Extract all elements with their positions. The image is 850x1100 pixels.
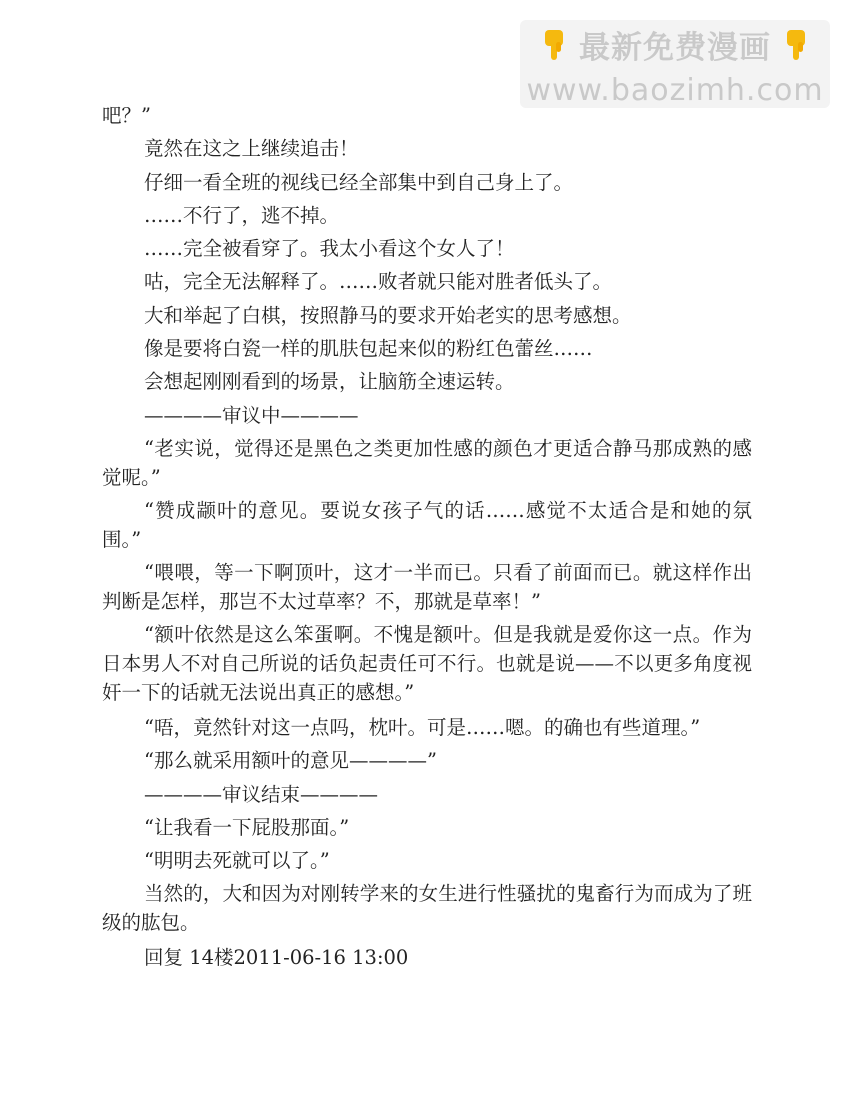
dialogue-paragraph: “老实说，觉得还是黑色之类更加性感的颜色才更适合静马那成熟的感觉呢。”	[102, 436, 752, 489]
dialogue-line: “明明去死就可以了。”	[144, 849, 330, 873]
text-line: ……不行了，逃不掉。	[144, 203, 340, 227]
dialogue-line: “那么就采用额叶的意见————”	[144, 749, 437, 773]
dialogue-line: “唔，竟然针对这一点吗，枕叶。可是……嗯。的确也有些道理。”	[144, 715, 701, 739]
watermark-title: 最新免费漫画	[579, 30, 771, 66]
section-divider: ————审议中————	[144, 403, 359, 427]
dialogue-paragraph: “赞成颛叶的意见。要说女孩子气的话……感觉不太适合是和她的氛围。”	[102, 498, 752, 551]
text-line: 大和举起了白棋，按照静马的要求开始老实的思考感想。	[144, 303, 632, 327]
section-divider: ————审议结束————	[144, 782, 379, 806]
pointing-down-hand-icon	[541, 28, 567, 74]
pointing-down-hand-icon	[783, 28, 809, 74]
watermark-url: www.baozimh.com	[526, 73, 824, 108]
text-line: 像是要将白瓷一样的肌肤包起来似的粉红色蕾丝……	[144, 337, 593, 361]
dialogue-paragraph: “喂喂，等一下啊顶叶，这才一半而已。只看了前面而已。就这样作出判断是怎样，那岂不太过草率？不，那就是草率！”	[102, 560, 752, 613]
text-paragraph: 当然的，大和因为对刚转学来的女生进行性骚扰的鬼畜行为而成为了班级的肱包。	[102, 882, 752, 935]
text-line: ……完全被看穿了。我太小看这个女人了！	[144, 237, 515, 261]
text-line: 仔细一看全班的视线已经全部集中到自己身上了。	[144, 170, 574, 194]
dialogue-paragraph: “额叶依然是这么笨蛋啊。不愧是额叶。但是我就是爱你这一点。作为日本男人不对自己所说的话负起责任可不行。也就是说——不以更多角度视奸一下的话就无法说出真正的感想。”	[102, 622, 752, 704]
reply-meta: 回复 14楼2011-06-16 13:00	[144, 946, 409, 970]
dialogue-line: “让我看一下屁股那面。”	[144, 815, 350, 839]
novel-text-body	[102, 99, 752, 975]
watermark-badge	[520, 20, 830, 108]
text-line: 会想起刚刚看到的场景，让脑筋全速运转。	[144, 370, 515, 394]
text-line: 吧？”	[102, 104, 151, 127]
text-line: 竟然在这之上继续追击！	[144, 137, 359, 161]
watermark-title-row	[520, 28, 830, 74]
text-line: 咕，完全无法解释了。……败者就只能对胜者低头了。	[144, 270, 613, 294]
